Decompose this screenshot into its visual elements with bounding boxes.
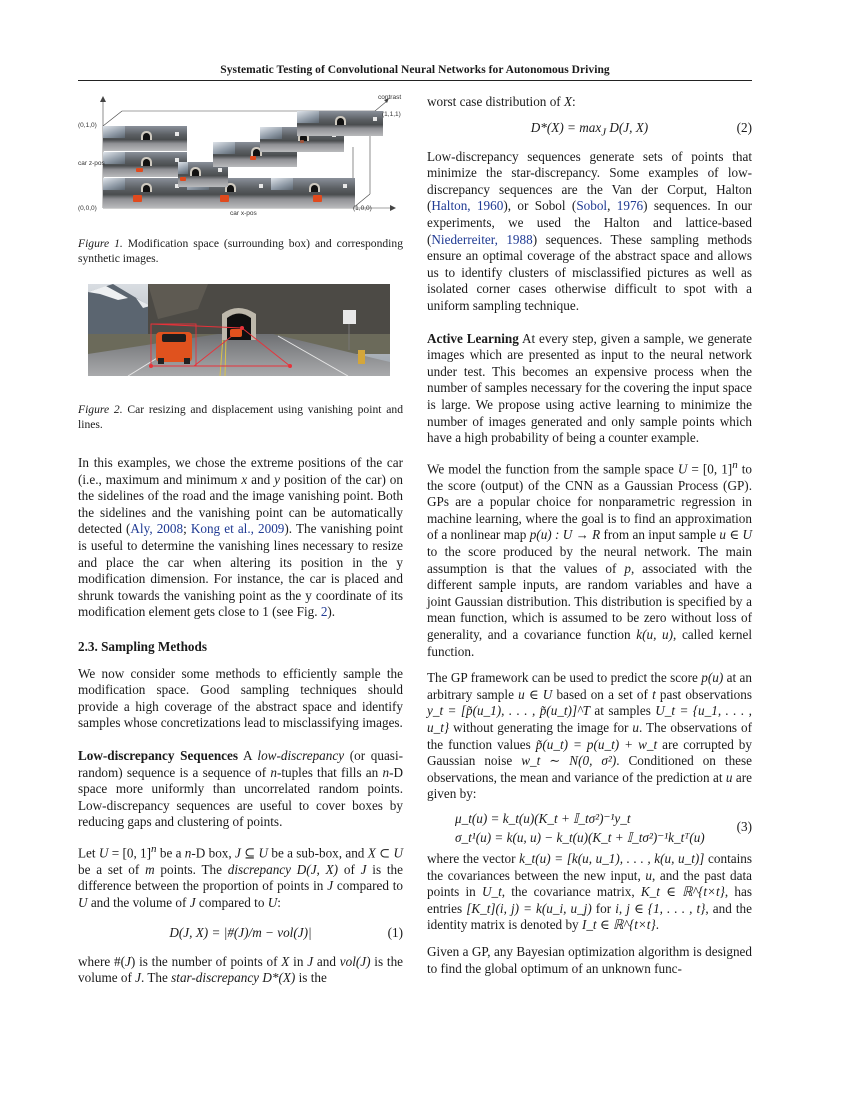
- citation-aly-2008[interactable]: Aly, 2008: [130, 521, 184, 537]
- figure-2-caption: Figure 2. Car resizing and displacement using vanishing point and lines.: [78, 403, 403, 431]
- equation-1: [78, 920, 403, 946]
- paragraph-vanishing-point: In this examples, we chose the extreme positions of the car (i.e., maximum and minimum x and y position of the car) on the sidelines of the road and the image vanishing point. Both the sidelines and the vanishing point can be automatically detected (Aly, 2008; Kong et al., 2009). The vanishing point is useful to determine the vanishing lines necessary to resize and place the car when altering its position in the y modification dimension. For instance, the car is placed and shrunk towards the vanishing point as the y coordinate of its modification element gets close to 1 (see Fig. 2).: [78, 455, 403, 620]
- run-in-heading-low-discrepancy: Low-discrepancy Sequences: [78, 747, 239, 763]
- synthetic-image-thumb: [103, 152, 187, 177]
- right-column-body: [427, 94, 752, 977]
- axis-label-far-corner: (1,1,1): [382, 111, 401, 118]
- citation-sobol[interactable]: Sobol: [576, 198, 608, 214]
- paragraph-worst-case: worst case distribution of X:: [427, 94, 576, 109]
- axis-label-origin: (0,0,0): [78, 205, 97, 212]
- axis-label-x: car x-pos: [230, 210, 257, 217]
- equation-3-number: (3): [736, 818, 752, 834]
- synthetic-image-thumb: [103, 126, 187, 151]
- paragraph-kernel-vector: where the vector k_t(u) = [k(u, u_1), . . . , k(u, u_t)] contains the covariances between the new input, u, and the past data points in U_t, the covariance matrix, K_t ∈ ℝ^{t×t}, has entries [K_t](i, j) = k(u_i, u_j) for i, j ∈ {1, . . . , t}, and the identity matrix is denoted by I_t ∈ ℝ^{t×t}.: [427, 850, 753, 933]
- figure-1-caption: Figure 1. Modification space (surrounding box) and corresponding synthetic images.: [78, 237, 403, 265]
- vanishing-point-image: [88, 284, 390, 376]
- synthetic-image-thumb: [297, 111, 383, 136]
- synthetic-image-thumb: [103, 178, 187, 208]
- citation-halton-1960[interactable]: Halton, 1960: [431, 198, 504, 214]
- citation-niederreiter-1988[interactable]: Niederreiter, 1988: [431, 231, 533, 247]
- axis-label-contrast: contrast: [378, 94, 402, 101]
- paragraph-sampling-intro: We now consider some methods to efficiently sample the modification space. Good sampling techniques should provide a high coverage of the abstract space and identify samples whose concretizations lead to misclassifying images.: [78, 665, 403, 731]
- paragraph-bayesian-optimization: Given a GP, any Bayesian optimization algorithm is designed to find the global optimum of an unknown func-: [427, 943, 752, 976]
- axis-label-z: car z-pos: [78, 160, 105, 167]
- paragraph-star-discrepancy: where #(J) is the number of points of X in J and vol(J) is the volume of J. The star-discrepancy D*(X) is the: [78, 953, 404, 986]
- equation-1-number: (1): [387, 924, 403, 940]
- section-title-sampling-methods: 2.3. Sampling Methods: [78, 638, 207, 654]
- paragraph-gaussian-process: We model the function from the sample space U = [0, 1]$^n$ to the score (output) of the CNN as a Gaussian Process (GP). GPs are a popular choice for nonparametric regression in machine learning, where the goal is to find an approximation of a nonlinear map p(u) : U → R from an input sample u ∈ U to the score produced by the neural network. The main assumption is that the values of p, associated with the different sample inputs, are random variables and have a joint Gaussian distribution. This distribution is specified by a mean function, which is assumed to be zero without loss of generality, and a covariance function k(u, u), called kernel function.: [427, 458, 753, 659]
- citation-kong-2009[interactable]: Kong et al., 2009: [190, 521, 285, 537]
- header-rule: [78, 80, 752, 81]
- equation-2: [427, 115, 752, 145]
- axis-label-z-top: (0,1,0): [78, 122, 97, 129]
- figure-1: [80, 92, 415, 220]
- paragraph-low-discrepancy-examples: Low-discrepancy sequences generate sets of points that minimize the star-discrepancy. Some examples of low-discrepancy sequences are the Van der Corput, Halton (Halton, 1960), or Sobol (Sobol, 1976) sequences. In our experiments, we used the Halton and lattice-based (Niederreiter, 1988) sequences. These sampling methods ensure an optimal coverage of the abstract space and allows us to identify clusters of misclassified pictures as well as isolated corner cases otherwise difficult to spot with a uniform sampling technique.: [427, 148, 753, 313]
- axis-label-x-end: (1,0,0): [353, 205, 372, 212]
- paragraph-gp-prediction: The GP framework can be used to predict the score p(u) at an arbitrary sample u ∈ U based on a set of t past observations y_t = [p̃(u_1), . . . , p̃(u_t)]^T at samples U_t = {u_1, . . . , u_t} without generating the image for u. The observations of the function values p̃(u_t) = p(u_t) + w_t are corrupted by Gaussian noise w_t ∼ N(0, σ²). Conditioned on these observations, the mean and variance of the prediction at u are given by:: [427, 670, 752, 802]
- paragraph-active-learning: Active Learning At every step, given a sample, we generate images which are presented as input to the neural network under test. This becomes an expensive process when the number of samples necessary for the covering the input space is large. We propose using active learning to minimize the number of images generated and only sample points which have a high probability of being a counter example.: [427, 330, 752, 446]
- equation-3-mean: μ_t(u) = k_t(u)(K_t + 𝕀_tσ²)⁻¹y_t: [455, 810, 631, 826]
- synthetic-image-thumb: [271, 178, 355, 208]
- equation-1-body: D(J, X) = |#(J)/m − vol(J)|: [169, 924, 312, 940]
- figure-2-label: Figure 2.: [78, 403, 123, 416]
- run-in-heading-active-learning: Active Learning: [427, 330, 519, 346]
- figure-2: [88, 284, 390, 376]
- paragraph-discrepancy-definition: Let U = [0, 1]$^n$ be a n-D box, J ⊆ U be a sub-box, and X ⊂ U be a set of m points. The discrepancy D(J, X) of J is the difference between the proportion of points in J compared to U and the volume of J compared to U:: [78, 842, 404, 911]
- equation-3: [427, 809, 752, 849]
- running-header: Systematic Testing of Convolutional Neural Networks for Autonomous Driving: [220, 64, 610, 76]
- left-column-body: [78, 455, 403, 987]
- paragraph-low-discrepancy: Low-discrepancy Sequences A low-discrepancy (or quasi-random) sequence is a sequence of n-tuples that fills an n-D space more uniformly than uncorrelated random points. Low-discrepancy sequences are useful to cover boxes by reducing gaps and clustering of points.: [78, 747, 403, 830]
- citation-sobol-1976[interactable]: 1976: [616, 198, 644, 214]
- equation-3-variance: σ_t¹(u) = k(u, u) − k_t(u)(K_t + 𝕀_tσ²)⁻¹k_tᵀ(u): [455, 829, 705, 845]
- equation-2-number: (2): [736, 119, 752, 135]
- figure-1-label: Figure 1.: [78, 237, 123, 250]
- figure-2-reference[interactable]: 2: [320, 604, 328, 620]
- equation-2-body: $D*(X) = \max_J D(J$, X): [530, 119, 649, 139]
